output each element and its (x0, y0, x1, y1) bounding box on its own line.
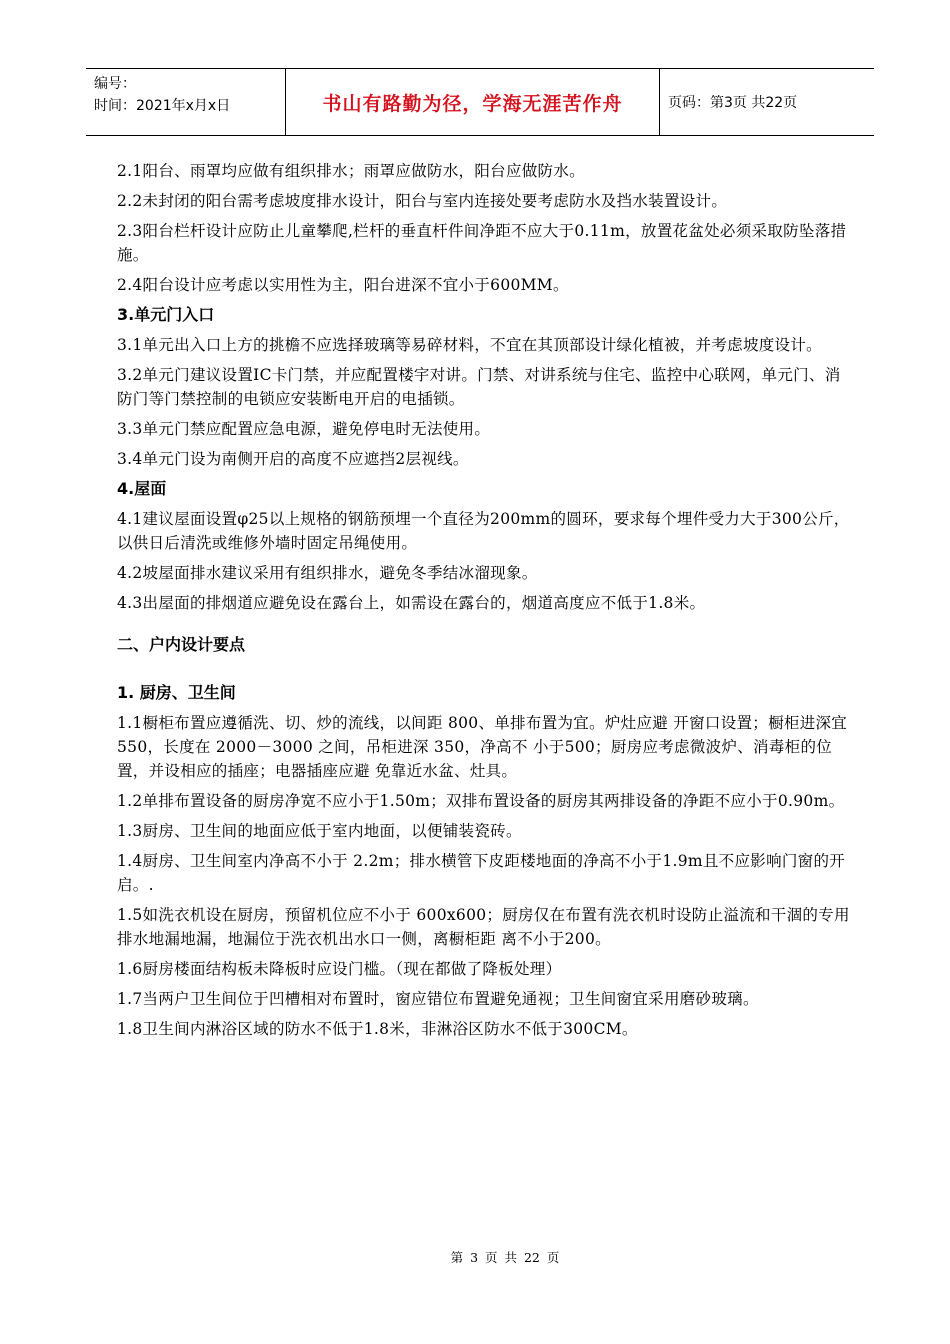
page-footer: 第 3 页 共 22 页 (450, 1250, 560, 1265)
paragraph-3-1: 3.1单元出入口上方的挑檐不应选择玻璃等易碎材料，不宜在其顶部设计绿化植被，并考虑坡度设计。 (117, 336, 822, 354)
heading-unit-entrance: 3.单元门入口 (117, 305, 215, 324)
paragraph-2-1: 2.1阳台、雨罩均应做有组织排水；雨罩应做防水，阳台应做防水。 (117, 162, 585, 180)
paragraph-1-7: 1.7当两户卫生间位于凹槽相对布置时，窗应错位布置避免通视；卫生间窗宜采用磨砂玻璃。 (117, 990, 759, 1008)
paragraph-1-1: 1.1橱柜布置应遵循洗、切、炒的流线，以间距 800、单排布置为宜。炉灶应避 开窗口设置；橱柜进深宜 550，长度在 2000－3000 之间，吊柜进深 350，净高不 小于500；厨房应考虑微波炉、消毒柜的位置，并设相应的插座；电器插座应避 免靠近水盆、灶具。 (117, 714, 848, 780)
document-time-label: 时间：2021年x月x日 (94, 98, 231, 114)
heading-kitchen-bathroom: 1. 厨房、卫生间 (117, 683, 236, 702)
header-motto: 书山有路勤为径，学海无涯苦作舟 (286, 69, 660, 135)
heading-indoor-design: 二、户内设计要点 (117, 635, 246, 654)
paragraph-1-2: 1.2单排布置设备的厨房净宽不应小于1.50m；双排布置设备的厨房其两排设备的净距不应小于0.90m。 (117, 792, 845, 810)
paragraph-1-6: 1.6厨房楼面结构板未降板时应设门槛。（现在都做了降板处理） (117, 960, 562, 978)
paragraph-1-5: 1.5如洗衣机设在厨房，预留机位应不小于 600x600；厨房仅在布置有洗衣机时设防止溢流和干涸的专用排水地漏地漏，地漏位于洗衣机出水口一侧，离橱柜距 离不小于200。 (117, 906, 850, 948)
paragraph-2-3: 2.3阳台栏杆设计应防止儿童攀爬,栏杆的垂直杆件间净距不应大于0.11m，放置花盆处必须采取防坠落措施。 (117, 222, 847, 264)
document-number-label: 编号： (94, 76, 136, 92)
header-page-label: 页码：第3页 共22页 (668, 95, 798, 111)
paragraph-4-1: 4.1建议屋面设置φ25以上规格的钢筋预埋一个直径为200mm的圆环，要求每个埋件受力大于300公斤，以供日后清洗或维修外墙时固定吊绳使用。 (117, 510, 850, 552)
paragraph-4-3: 4.3出屋面的排烟道应避免设在露台上，如需设在露台的，烟道高度应不低于1.8米。 (117, 594, 706, 612)
paragraph-3-4: 3.4单元门设为南侧开启的高度不应遮挡2层视线。 (117, 450, 469, 468)
paragraph-1-3: 1.3厨房、卫生间的地面应低于室内地面，以便铺装瓷砖。 (117, 822, 522, 840)
paragraph-3-2: 3.2单元门建议设置IC卡门禁，并应配置楼宇对讲。门禁、对讲系统与住宅、监控中心联网，单元门、消防门等门禁控制的电锁应安装断电开启的电插锁。 (117, 366, 841, 408)
paragraph-1-4: 1.4厨房、卫生间室内净高不小于 2.2m；排水横管下皮距楼地面的净高不小于1.9m且不应影响门窗的开启。. (117, 852, 846, 894)
heading-roof: 4.屋面 (117, 479, 167, 498)
page-header (86, 68, 874, 136)
paragraph-3-3: 3.3单元门禁应配置应急电源，避免停电时无法使用。 (117, 420, 491, 438)
document-body (117, 159, 852, 1047)
paragraph-2-4: 2.4阳台设计应考虑以实用性为主，阳台进深不宜小于600MM。 (117, 276, 569, 294)
paragraph-1-8: 1.8卫生间内淋浴区域的防水不低于1.8米，非淋浴区防水不低于300CM。 (117, 1020, 638, 1038)
paragraph-4-2: 4.2坡屋面排水建议采用有组织排水，避免冬季结冰溜现象。 (117, 564, 538, 582)
header-meta-cell (86, 69, 286, 135)
paragraph-2-2: 2.2未封闭的阳台需考虑坡度排水设计，阳台与室内连接处要考虑防水及挡水装置设计。 (117, 192, 728, 210)
